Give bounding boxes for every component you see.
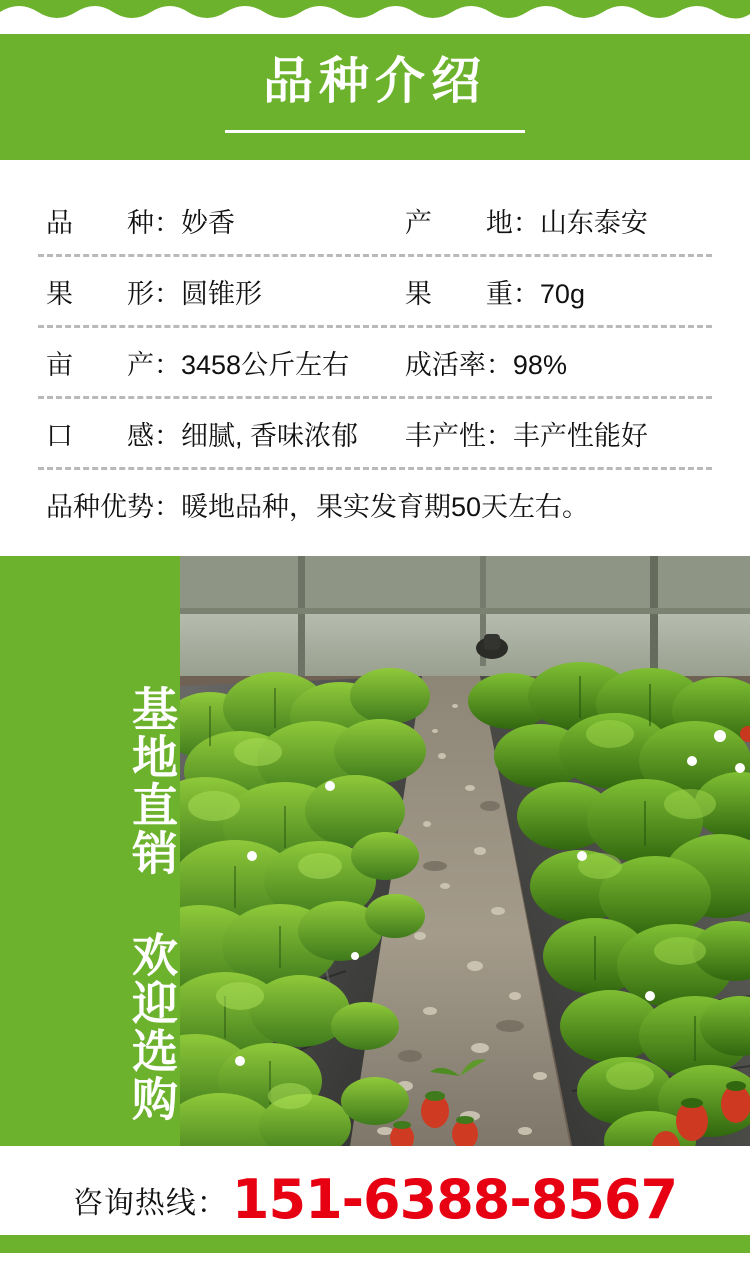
bottom-bar [0,1235,750,1253]
spec-value: 3458公斤左右 [181,349,350,380]
table-row [0,186,750,254]
spec-cell [46,485,704,524]
spec-table [0,160,750,556]
spec-cell [46,414,405,453]
spec-label: 品 种： [46,207,181,238]
advantage-label: 品种优势： [46,491,181,522]
side-banner-text: 基地直销 欢迎选购 [126,685,178,1123]
field-photo [180,556,750,1146]
spec-cell [405,272,704,311]
table-row [0,257,750,325]
photo-block [0,556,750,1146]
hotline-label: 咨询热线： [72,1186,228,1220]
side-banner [0,556,180,1146]
spec-label: 亩 产： [46,349,181,380]
spec-value: 70g [539,278,585,309]
spec-value: 妙香 [181,207,235,238]
spec-label: 果 重： [404,278,540,309]
side-banner-text-wrap [0,606,180,1123]
header-banner [0,0,750,160]
spec-cell [405,343,704,382]
spec-value: 丰产性能好 [512,420,648,451]
page-title: 品种介绍 [263,53,487,109]
wave-edge-icon [0,0,750,34]
spec-cell [405,414,704,453]
spec-label: 丰产性： [404,420,513,451]
spec-cell [405,201,704,240]
spec-label: 成活率： [404,349,513,380]
spec-value: 细腻, 香味浓郁 [181,420,359,451]
hotline-number[interactable]: 151-6388-8567 [231,1168,678,1231]
advantage-value: 暖地品种，果实发育期50天左右。 [181,491,590,522]
spec-cell [46,343,405,382]
spec-label: 产 地： [404,207,540,238]
spec-label: 果 形： [46,278,181,309]
spec-cell [46,201,405,240]
spec-label: 口 感： [46,420,181,451]
spec-value: 圆锥形 [181,278,262,309]
table-row [0,328,750,396]
table-row [0,470,750,538]
footer-hotline [0,1146,750,1253]
spec-cell [46,272,405,311]
title-underline [225,130,525,133]
spec-value: 山东泰安 [539,207,648,238]
spec-value: 98% [512,349,567,380]
strawberry-field-illustration [180,556,750,1146]
table-row [0,399,750,467]
